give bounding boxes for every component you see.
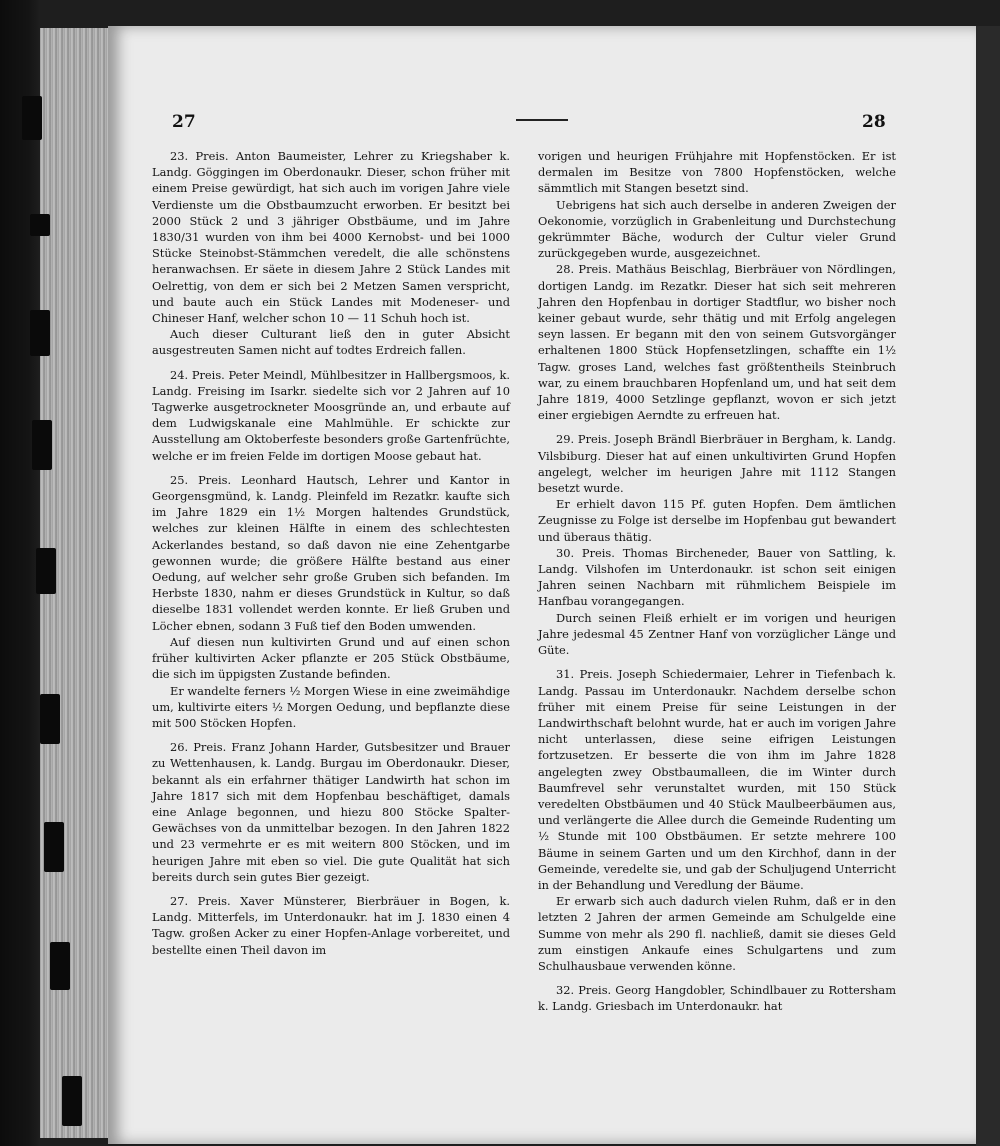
paragraph: Auf diesen nun kultivirten Grund und auf einen schon früher kultivirten Acker pflanzte er 205 Stück Obstbäume, die sich im üppigsten Zustande befinden. [152, 634, 510, 682]
right-margin-shadow [976, 26, 1000, 1146]
paragraph: 25. Preis. Leonhard Hautsch, Lehrer und Kantor in Georgensgmünd, k. Landg. Pleinfeld im Rezatkr. kaufte sich im Jahre 1829 ein 1½ Morgen haltendes Grundstück, welches zur kleinen Hälfte in einem des schlechtesten Ackerlandes bestand, so daß davon nie eine Zehentgarbe gewonnen wurde; die größere Hälfte bestand aus einer Oedung, auf welcher sehr große Gruben sich befanden. Im Herbste 1830, nahm er dieses Grundstück in Kultur, so daß dieselbe 1831 vollendet werden konnte. Er ließ Gruben und Löcher ebnen, sodann 3 Fuß tief den Boden umwenden. [152, 472, 510, 633]
right-text-column [538, 148, 896, 1015]
page-number-left: 27 [172, 112, 196, 132]
paragraph: 28. Preis. Mathäus Beischlag, Bierbräuer von Nördlingen, dortigen Landg. im Rezatkr. Dieser hat sich seit mehreren Jahren den Hopfenbau in dortiger Stadtflur, wo bisher noch keiner gebaut wurde, sehr thätig und mit Erfolg angelegen seyn lassen. Er begann mit den von seinem Gutsvorgänger erhaltenen 1800 Stück Hopfensetzlingen, schaffte ein 1½ Tagw. groses Land, welches fast größtentheils Steinbruch war, zu einem brauchbaren Hopfenland um, und hat seit dem Jahre 1819, 4000 Setzlinge gepflanzt, wovon er sich jetzt einer ergiebigen Aerndte zu erfreuen hat. [538, 262, 896, 423]
paragraph: vorigen und heurigen Frühjahre mit Hopfenstöcken. Er ist dermalen im Besitze von 7800 Hopfenstöcken, welche sämmtlich mit Stangen besetzt sind. [538, 149, 896, 196]
paragraph: 29. Preis. Joseph Brändl Bierbräuer in Bergham, k. Landg. Vilsbiburg. Dieser hat auf einen unkultivirten Grund Hopfen angelegt, welcher im heurigen Jahre mit 1112 Stangen besetzt wurde. [538, 432, 896, 496]
index-tab [32, 420, 52, 470]
index-tab [22, 96, 42, 140]
paragraph: 31. Preis. Joseph Schiedermaier, Lehrer in Tiefenbach k. Landg. Passau im Unterdonaukr. Nachdem derselbe schon früher mit einem Preise für seine Leistungen in der Landwirthschaft belohnt wurde, hat er auch im vorigen Jahre nicht unterlassen, diese seine eifrigen Leistungen fortzusetzen. Er besserte die von ihm im Jahre 1828 angelegten zwey Obstbaumalleen, die im Winter durch Baumfrevel sehr verunstaltet wurden, mit 150 Stück veredelten Obstbäumen und 40 Stück Maulbeerbäumen aus, und verlängerte die Allee durch die Gemeinde Rudenting um ½ Stunde mit 100 Obstbäumen. Er setzte mehrere 100 Bäume in seinem Garten und um den Kirchhof, dann in der Gemeinde, veredelte sie, und gab der Schuljugend Unterricht in der Behandlung und Veredlung der Bäume. [538, 667, 896, 892]
paragraph: Er wandelte ferners ½ Morgen Wiese in eine zweimähdige um, kultivirte eiters ½ Morgen Oedung, und bepflanzte diese mit 500 Stöcken Hopfen. [152, 683, 510, 730]
header-rule [516, 119, 568, 121]
paragraph: 26. Preis. Franz Johann Harder, Gutsbesitzer und Brauer zu Wettenhausen, k. Landg. Burgau im Oberdonaukr. Dieser, bekannt als ein erfahrner thätiger Landwirth hat schon im Jahre 1817 sich mit dem Hopfenbau beschäftiget, damals eine Anlage begonnen, und hiezu 800 Stöcke Spalter-Gewächses von da unmittelbar bezogen. In den Jahren 1822 und 23 vermehrte er es mit weitern 800 Stöcken, und im heurigen Jahre mit eben so viel. Die gute Qualität hat sich bereits durch sein gutes Bier gezeigt. [152, 740, 510, 884]
index-tab [40, 694, 60, 744]
index-tab [50, 942, 70, 990]
index-tab [44, 822, 64, 872]
paragraph: Uebrigens hat sich auch derselbe in anderen Zweigen der Oekonomie, vorzüglich in Grabenleitung und Durchstechung gekrümmter Bäche, wodurch der Cultur vieler Grund zurückgegeben wurde, ausgezeichnet. [538, 197, 896, 261]
paragraph: Durch seinen Fleiß erhielt er im vorigen und heurigen Jahre jedesmal 45 Zentner Hanf von vorzüglicher Länge und Güte. [538, 610, 896, 658]
paragraph: 23. Preis. Anton Baumeister, Lehrer zu Kriegshaber k. Landg. Göggingen im Oberdonaukr. Dieser, schon früher mit einem Preise gewürdigt, hat sich auch im vorigen Jahre viele Verdienste um die Obstbaumzucht erworben. Er besitzt bei 2000 Stück 2 und 3 jähriger Obstbäume, und im Jahre 1830/31 wurden von ihm bei 4000 Kernobst- und bei 1000 Stücke Steinobst-Stämmchen veredelt, die alle schönstens heranwachsen. Er säete in diesem Jahre 2 Stück Landes mit Oelrettig, von dem er sich bei 2 Metzen Samen verspricht, und baute auch ein Stück Landes mit Modeneser- und Chineser Hanf, welcher schon 10 — 11 Schuh hoch ist. [152, 149, 510, 326]
page-number-right: 28 [862, 112, 886, 132]
left-text-column [152, 148, 510, 958]
paragraph: 30. Preis. Thomas Bircheneder, Bauer von Sattling, k. Landg. Vilshofen im Unterdonaukr. ist schon seit einigen Jahren seinen Nachbarn mit rühmlichem Beispiele im Hanfbau vorangegangen. [538, 545, 896, 609]
index-tab [30, 310, 50, 356]
paragraph: 24. Preis. Peter Meindl, Mühlbesitzer in Hallbergsmoos, k. Landg. Freising im Isarkr. siedelte sich vor 2 Jahren auf 10 Tagwerke ausgetrockneter Moosgründe an, und erbaute auf dem Ludwigskanale eine Mahlmühle. Er schickte zur Ausstellung am Oktoberfeste besonders große Gartenfrüchte, welche er im freien Felde im dortigen Moose gebaut hat. [152, 367, 510, 463]
paragraph: Auch dieser Culturant ließ den in guter Absicht ausgestreuten Samen nicht auf todtes Erdreich fallen. [152, 327, 510, 358]
index-tab [30, 214, 50, 236]
index-tab [62, 1076, 82, 1126]
paragraph: Er erwarb sich auch dadurch vielen Ruhm, daß er in den letzten 2 Jahren der armen Gemeinde am Schulgelde eine Summe von mehr als 290 fl. nachließ, damit sie dieses Geld zum einstigen Ankaufe eines Schulgartens und zum Schulhausbaue verwenden könne. [538, 894, 896, 973]
paragraph: Er erhielt davon 115 Pf. guten Hopfen. Dem ämtlichen Zeugnisse zu Folge ist derselbe im Hopfenbau gut bewandert und überaus thätig. [538, 497, 896, 544]
index-tab [36, 548, 56, 594]
paragraph: 32. Preis. Georg Hangdobler, Schindlbauer zu Rottersham k. Landg. Griesbach im Unterdonaukr. hat [538, 983, 896, 1014]
paragraph: 27. Preis. Xaver Münsterer, Bierbräuer in Bogen, k. Landg. Mitterfels, im Unterdonaukr. hat im J. 1830 einen 4 Tagw. großen Acker zu einer Hopfen-Anlage vorbereitet, und bestellte einen Theil davon im [152, 893, 510, 957]
